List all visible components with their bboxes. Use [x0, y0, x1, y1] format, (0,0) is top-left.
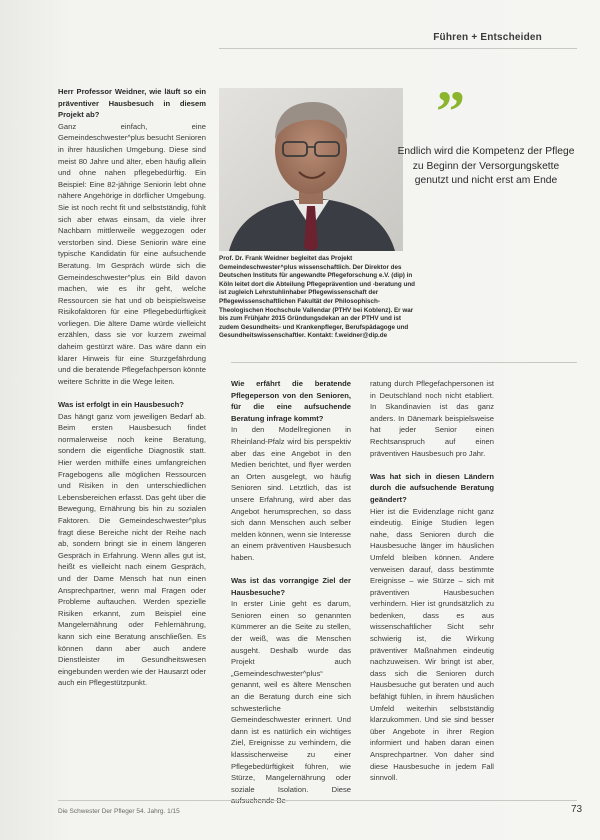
- portrait-photo: [219, 88, 403, 251]
- quote-mark-icon: ”: [436, 79, 465, 144]
- answer: ratung durch Pflegefachpersonen ist in Deutschland noch nicht etabliert. In Skandinavien ist das ganz anders. In Dänemark beispielsweise hat jeder Senior einen Rechtsanspruch auf einen präventiven Hausbesuch pro Jahr.: [370, 379, 494, 458]
- answer: Das hängt ganz vom jeweiligen Bedarf ab. Beim ersten Hausbesuch findet normalerweise noch keine Beratung, sondern die eigentliche Diagnostik statt. Hier werden mithilfe eines umfangreichen Fragebogens alle möglichen Ressourcen und Risiken in den unterschiedlichen Lebensbereichen erfasst. Das geht über die Bewegung, Ernährung bis hin zu sozialen Faktoren. Die Gemeindeschwester^plus fragt diese Bereiche nicht der Reihe nach ab, sondern bringt sie in einem längeren Gespräch in Erfahrung. Wenn alles gut ist, heißt es vielleicht nach einem Gespräch, und der Dame Mensch hat nun einen Ansprechpartner, wenn mal Fragen oder Probleme auftauchen. Werden spezielle Risiken erkannt, zum Beispiel eine Mangelernährung oder Fehlernährung, kann sich eine Beratung anschließen. Es können dann aber auch andere Dienstleister im Gesundheitswesen eingebunden werden wie der Hausarzt oder auch ein Pflegestützpunkt.: [58, 411, 206, 688]
- footer-publication: Die Schwester Der Pfleger 54. Jahrg. 1/15: [58, 808, 180, 815]
- portrait-image: [219, 88, 403, 251]
- column-1: [58, 86, 206, 700]
- question: Was ist das vorrangige Ziel der Hausbesuche?: [231, 576, 351, 597]
- question: Herr Professor Weidner, wie läuft so ein präventiver Hausbesuch in diesem Projekt ab?: [58, 87, 206, 120]
- question: Was ist erfolgt in ein Hausbesuch?: [58, 400, 184, 410]
- footer-rule: [58, 800, 577, 801]
- page-number: 73: [571, 804, 583, 815]
- mid-rule: [231, 362, 577, 363]
- question: Was hat sich in diesen Ländern durch die aufsuchende Beratung geändert?: [370, 471, 494, 504]
- answer: Ganz einfach, eine Gemeindeschwester^plus besucht Senioren in ihrer häuslichen Umgebung. Diese sind meist 80 Jahre und älter, eben häufig allein und ohne nahen pflegebedürftig. Ein Beispiel: Eine 82-jährige Seniorin lebt ohne nähere Angehörige in dörflicher Umgebung. Sie ist noch recht fit und selbstständig, fühlt sich aber etwas einsam, da viele ihrer Nachbarn mittlerweile weggezogen oder verstorben sind. Diese Seniorin wäre eine typische Kandidatin für eine aufsuchende Beratung. Im Gespräch würde sich die Gemeindeschwester^plus ein Bild davon machen, wie es ihr geht, welche Ressourcen sie hat und ob beispielsweise Risikofaktoren für eine Pflegebedürftigkeit vorliegen. Die ältere Dame würde vielleicht erzählen, dass sie vor kurzem zweimal daheim gestürzt wäre. Das wäre dann ein klarer Hinweis für eine Sturzgefährdung und die beratende Pflegefachperson könnte weitere Schritte in die Wege leiten.: [58, 121, 206, 386]
- answer: Hier ist die Evidenzlage nicht ganz eindeutig. Einige Studien legen nahe, dass Senioren durch die Hausbesuche länger im häuslichen Umfeld bleiben können. Andere verweisen darauf, dass bestimmte Ereignisse – wie Stürze – sich mit präventiven Hausbesuchen verhindern. Hier ist grundsätzlich zu bedenken, dass es aus wissenschaftlicher Sicht sehr schwierig ist, die Wirkung präventiver Maßnahmen eindeutig nachzuweisen. Wir bringt ist aber, dass sich die Senioren durch Hausbesuche gut beraten und auch befähigt fühlen, in ihrem häuslichen Umfeld weiterhin selbstständig klarzukommen. Und sie sind besser über Angebote in ihrer Region informiert und haben daran einen Ansprechpartner. Von daher sind diese Hausbesuche in jedem Fall sinnvoll.: [370, 506, 494, 783]
- column-3: [370, 378, 494, 795]
- answer: In erster Linie geht es darum, Senioren einen so genannten Kümmerer an die Seite zu stellen, der weiß, was die Menschen ausgeht. Deshalb wurde das Projekt auch „Gemeindeschwester^plus“ genannt, weil es ältere Menschen an die Beratung durch eine sich schwesterliche Gemeindeschwester erinnert. Und dann ist es natürlich ein wichtiges Ziel, Ereignisse zu verhindern, die klassischerweise zu einer Pflegebedürftigkeit führen, wie Stürze, Mangelernährung oder soziale Isolation. Diese: [231, 599, 351, 794]
- question: Wie erfährt die beratende Pflegeperson von den Senioren, für die eine aufsuchende Beratung infrage kommt?: [231, 379, 351, 423]
- section-label: Führen + Entscheiden: [433, 32, 542, 43]
- photo-caption: Prof. Dr. Frank Weidner begleitet das Projekt Gemeindeschwester^plus wissenschaftlich. Der Direktor des Deutschen Instituts für angewandte Pflegeforschung e.V. (dip) in Köln leitet dort die Abteilung Pflegeprävention und -beratung und ist zugleich Lehrstuhlinhaber Pflegewissenschaft der Pflegewissenschaftlichen Fakultät der Philosophisch-Theologischen Hochschule Vallendar (PTHV bei Koblenz). Er war bis zum Frühjahr 2015 Gründungsdekan an der PTHV und ist zudem Gesundheits- und Krankenpfleger, Berufspädagoge und Gesundheitswissenschaftler. Kontakt: f.weidner@dip.de: [219, 255, 416, 340]
- header-rule: [219, 48, 577, 49]
- pull-quote: Endlich wird die Kompetenz der Pflege zu Beginn der Versorgungskette genutzt und nicht erst am Ende: [397, 146, 575, 186]
- column-2: [231, 378, 351, 819]
- answer: In den Modellregionen in Rheinland-Pfalz wird bis perspektiv aber das eine Angebot in den Medien berichtet, und flyer werden an Orten ausgelegt, wo häufig Senioren sind. Letztlich, das ist unsere Erfahrung, wird aber das Angebot herumsprechen, so dass sich dann Menschen auch selber melden können, wenn sie Interesse an einem präventiven Hausbesuch haben.: [231, 425, 351, 562]
